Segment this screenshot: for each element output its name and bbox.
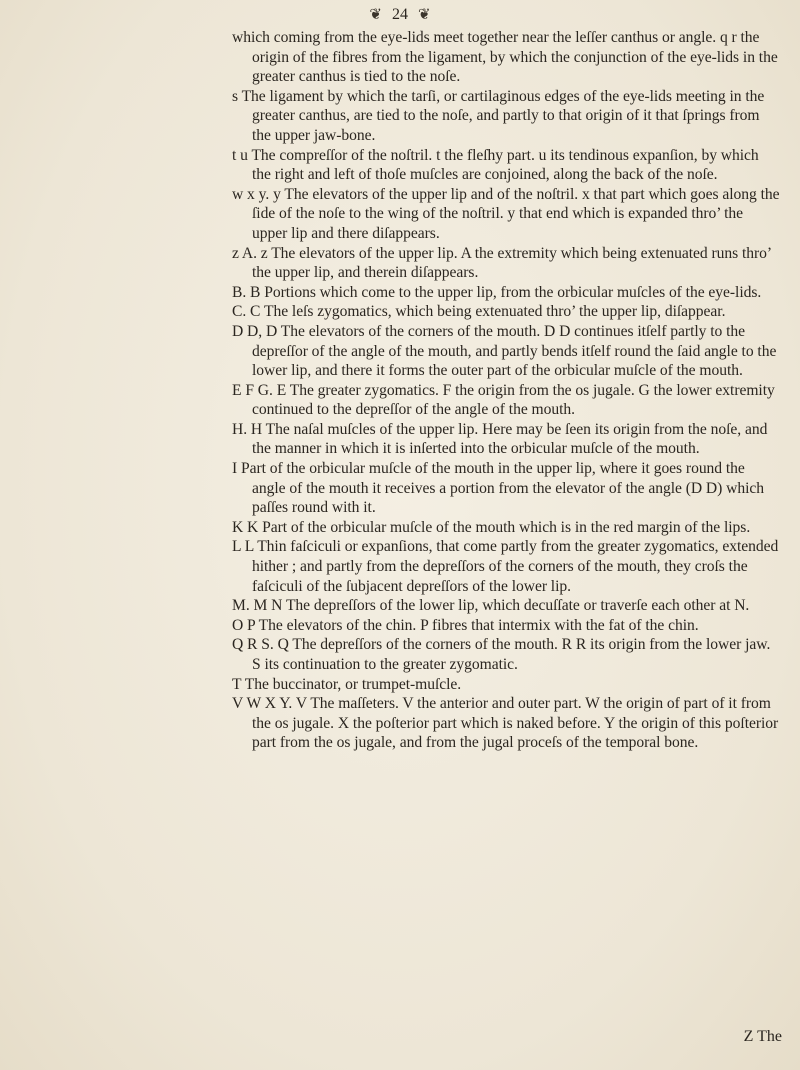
text-body	[232, 28, 780, 753]
page-header	[0, 4, 800, 26]
paragraph-b: B. B Portions which come to the upper lip, from the orbicular muſcles of the eye-lids.	[232, 283, 762, 301]
paragraph-i: I Part of the orbicular muſcle of the mouth in the upper lip, where it goes round the angle of the mouth it receives a portion from the elevator of the angle (D D) which paſſes round with it.	[232, 460, 764, 517]
paragraph-h: H. H The naſal muſcles of the upper lip. Here may be ſeen its origin from the noſe, and the manner in which it is inſerted into the orbicular muſcle of the mouth.	[232, 420, 768, 458]
paragraph-e-f-g: E F G. E The greater zygomatics. F the origin from the os jugale. G the lower extremity continued to the depreſſor of the angle of the mouth.	[232, 381, 775, 419]
paragraph-w-x-y: w x y. y The elevators of the upper lip and of the noſtril. x that part which goes along the ſide of the noſe to the wing of the noſtril. y that end which is expanded thro’ the upper lip and there diſappears.	[232, 185, 780, 242]
paragraph-k-k: K K Part of the orbicular muſcle of the mouth which is in the red margin of the lips.	[232, 518, 751, 536]
right-ornament-icon: ❦	[418, 7, 431, 24]
catchword: Z The	[743, 1028, 782, 1045]
paragraph-o-p: O P The elevators of the chin. P fibres that intermix with the fat of the chin.	[232, 616, 699, 634]
paragraph-l-l: L L Thin faſciculi or expanſions, that come partly from the greater zygomatics, extended hither ; and partly from the depreſſors of the corners of the mouth, they croſs the faſciculi of the ſubjacent depreſſors of the lower lip.	[232, 538, 779, 595]
paragraph-v-w-x-y: V W X Y. V The maſſeters. V the anterior and outer part. W the origin of part of it from the os jugale. X the poſterior part which is naked before. Y the origin of this poſterior part from the os jugale, and from the jugal proceſs of the temporal bone.	[232, 695, 779, 752]
paragraph-q-r-s: Q R S. Q The depreſſors of the corners of the mouth. R R its origin from the lower jaw. S its continuation to the greater zygomatic.	[232, 636, 771, 673]
paragraph-t-u: t u The compreſſor of the noſtril. t the fleſhy part. u its tendinous expanſion, by which the right and left of thoſe muſcles are conjoined, along the back of the noſe.	[232, 146, 759, 184]
paragraph-c: C. C The leſs zygomatics, which being extenuated thro’ the upper lip, diſappear.	[232, 303, 726, 321]
paragraph-d-d: D D, D The elevators of the corners of the mouth. D D continues itſelf partly to the depreſſor of the angle of the mouth, and partly bends itſelf round the ſaid angle to the lower lip, and there it forms the outer part of the orbicular muſcle of the mouth.	[232, 322, 777, 380]
paragraph-t: T The buccinator, or trumpet-muſcle.	[232, 675, 462, 693]
page-number: 24	[392, 6, 408, 24]
paragraph-z-a: z A. z The elevators of the upper lip. A the extremity which being extenuated runs thro’ the upper lip, and therein diſappears.	[232, 244, 771, 282]
left-ornament-icon: ❦	[369, 7, 382, 24]
paragraph-m-n: M. M N The depreſſors of the lower lip, which decuſſate or traverſe each other at N.	[232, 597, 750, 615]
paragraph-continuation: which coming from the eye-lids meet together near the leſſer canthus or angle. q r the origin of the fibres from the ligament, by which the conjunction of the eye-lids in the greater canthus is tied to the noſe.	[232, 29, 778, 86]
paragraph-s: s The ligament by which the tarſi, or cartilaginous edges of the eye-lids meeting in the greater canthus, are tied to the noſe, and partly to that origin of it that ſprings from the upper jaw-bone.	[232, 87, 765, 144]
